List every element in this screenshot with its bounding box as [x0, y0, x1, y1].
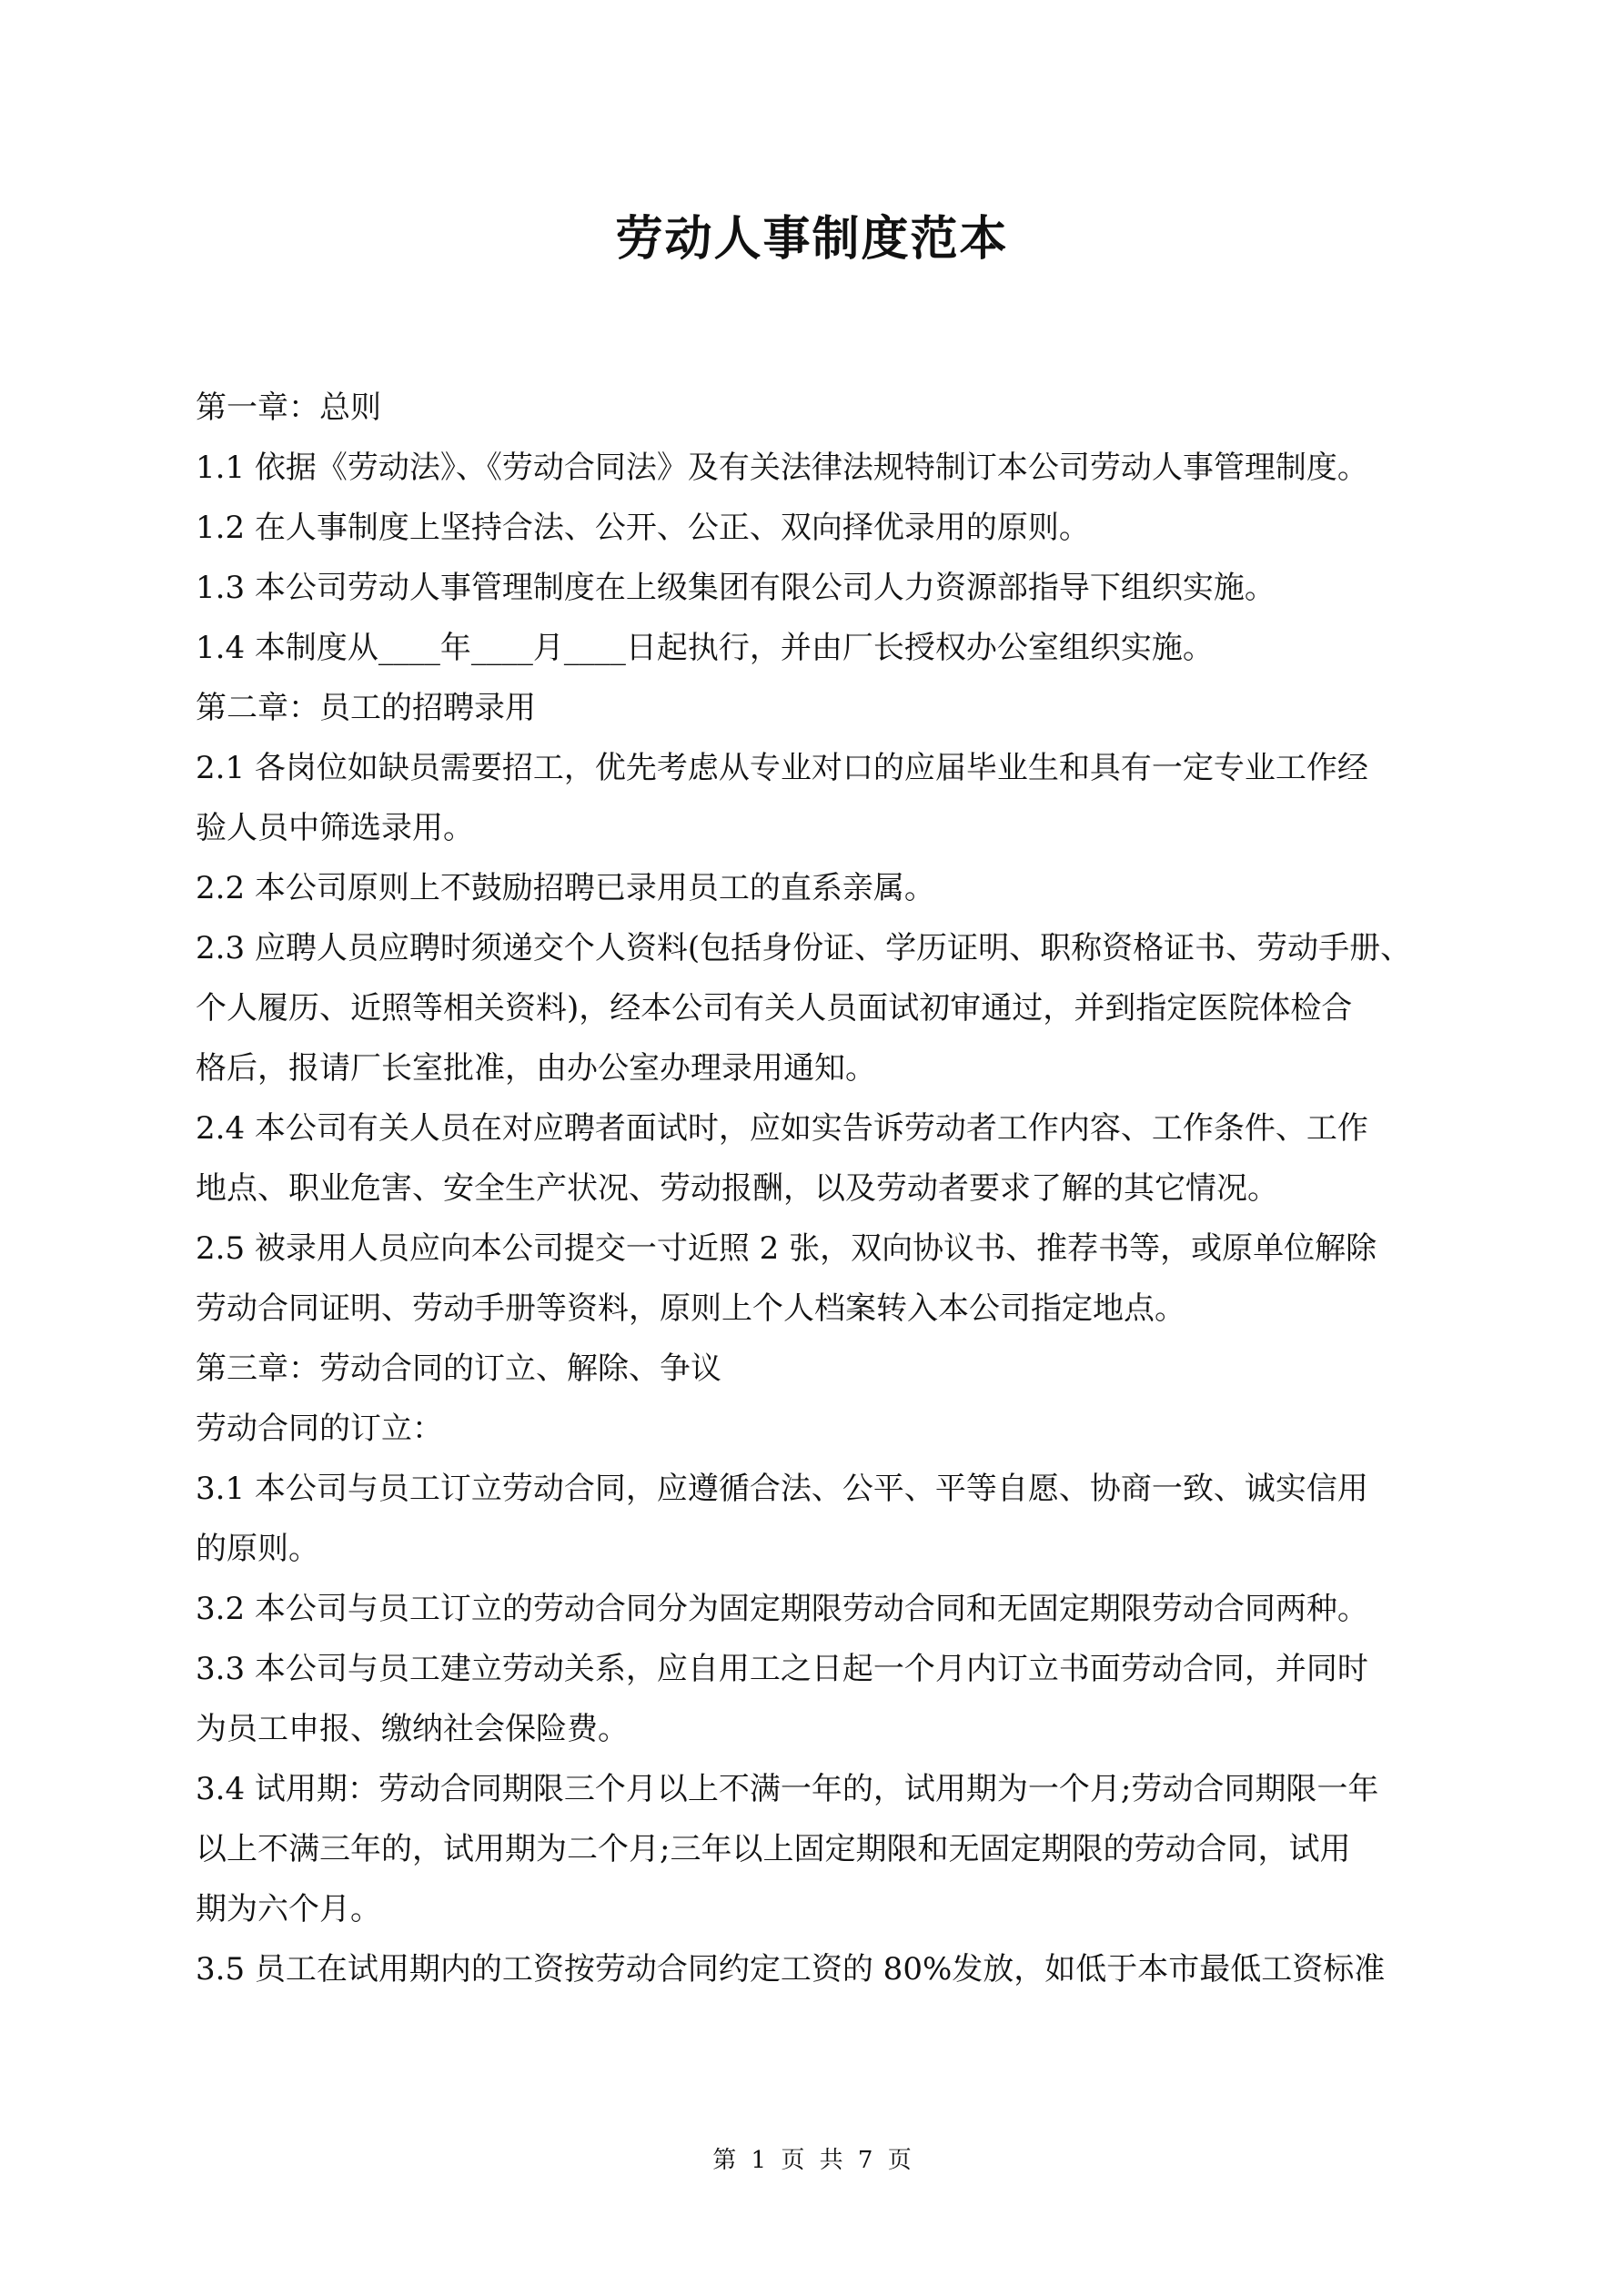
paragraph-line: 的原则。 [196, 1531, 319, 1567]
paragraph-line: 格后，报请厂长室批准，由办公室办理录用通知。 [196, 1050, 876, 1087]
paragraph-line: 3.4 试用期：劳动合同期限三个月以上不满一年的，试用期为一个月;劳动合同期限一年 [196, 1771, 1379, 1807]
paragraph-line: 1.3 本公司劳动人事管理制度在上级集团有限公司人力资源部指导下组织实施。 [196, 570, 1276, 606]
paragraph-line: 2.2 本公司原则上不鼓励招聘已录用员工的直系亲属。 [196, 870, 935, 906]
paragraph-line: 3.5 员工在试用期内的工资按劳动合同约定工资的 80%发放，如低于本市最低工资标准 [196, 1951, 1386, 1988]
paragraph-line: 3.1 本公司与员工订立劳动合同，应遵循合法、公平、平等自愿、协商一致、诚实信用 [196, 1471, 1368, 1507]
paragraph-line: 3.2 本公司与员工订立的劳动合同分为固定期限劳动合同和无固定期限劳动合同两种。 [196, 1591, 1368, 1627]
chapter-heading: 第一章：总则 [196, 389, 381, 426]
paragraph-line: 以上不满三年的，试用期为二个月;三年以上固定期限和无固定期限的劳动合同，试用 [196, 1831, 1351, 1867]
paragraph-line: 劳动合同证明、劳动手册等资料，原则上个人档案转入本公司指定地点。 [196, 1290, 1185, 1327]
paragraph-line: 期为六个月。 [196, 1891, 381, 1927]
paragraph-line: 2.1 各岗位如缺员需要招工，优先考虑从专业对口的应届毕业生和具有一定专业工作经 [196, 750, 1368, 786]
page-number-footer: 第 1 页 共 7 页 [712, 2147, 912, 2174]
paragraph-line: 地点、职业危害、安全生产状况、劳动报酬，以及劳动者要求了解的其它情况。 [196, 1170, 1278, 1207]
paragraph-line: 为员工申报、缴纳社会保险费。 [196, 1711, 629, 1747]
document-title: 劳动人事制度范本 [615, 211, 1009, 267]
section-heading: 劳动合同的订立： [196, 1411, 443, 1447]
chapter-heading: 第三章：劳动合同的订立、解除、争议 [196, 1350, 721, 1387]
paragraph-line: 1.4 本制度从____年____月____日起执行，并由厂长授权办公室组织实施。 [196, 630, 1214, 666]
paragraph-line: 2.3 应聘人员应聘时须递交个人资料(包括身份证、学历证明、职称资格证书、劳动手册、 [196, 930, 1412, 966]
document-body [196, 378, 1442, 1999]
chapter-heading: 第二章：员工的招聘录用 [196, 690, 536, 726]
paragraph-line: 2.5 被录用人员应向本公司提交一寸近照 2 张，双向协议书、推荐书等，或原单位解除 [196, 1230, 1377, 1267]
paragraph-line: 1.1 依据《劳动法》、《劳动合同法》及有关法律法规特制订本公司劳动人事管理制度。 [196, 450, 1368, 486]
paragraph-line: 3.3 本公司与员工建立劳动关系，应自用工之日起一个月内订立书面劳动合同，并同时 [196, 1651, 1368, 1687]
paragraph-line: 1.2 在人事制度上坚持合法、公开、公正、双向择优录用的原则。 [196, 510, 1090, 546]
paragraph-line: 个人履历、近照等相关资料)，经本公司有关人员面试初审通过，并到指定医院体检合 [196, 990, 1353, 1027]
paragraph-line: 2.4 本公司有关人员在对应聘者面试时，应如实告诉劳动者工作内容、工作条件、工作 [196, 1110, 1368, 1147]
paragraph-line: 验人员中筛选录用。 [196, 810, 474, 846]
